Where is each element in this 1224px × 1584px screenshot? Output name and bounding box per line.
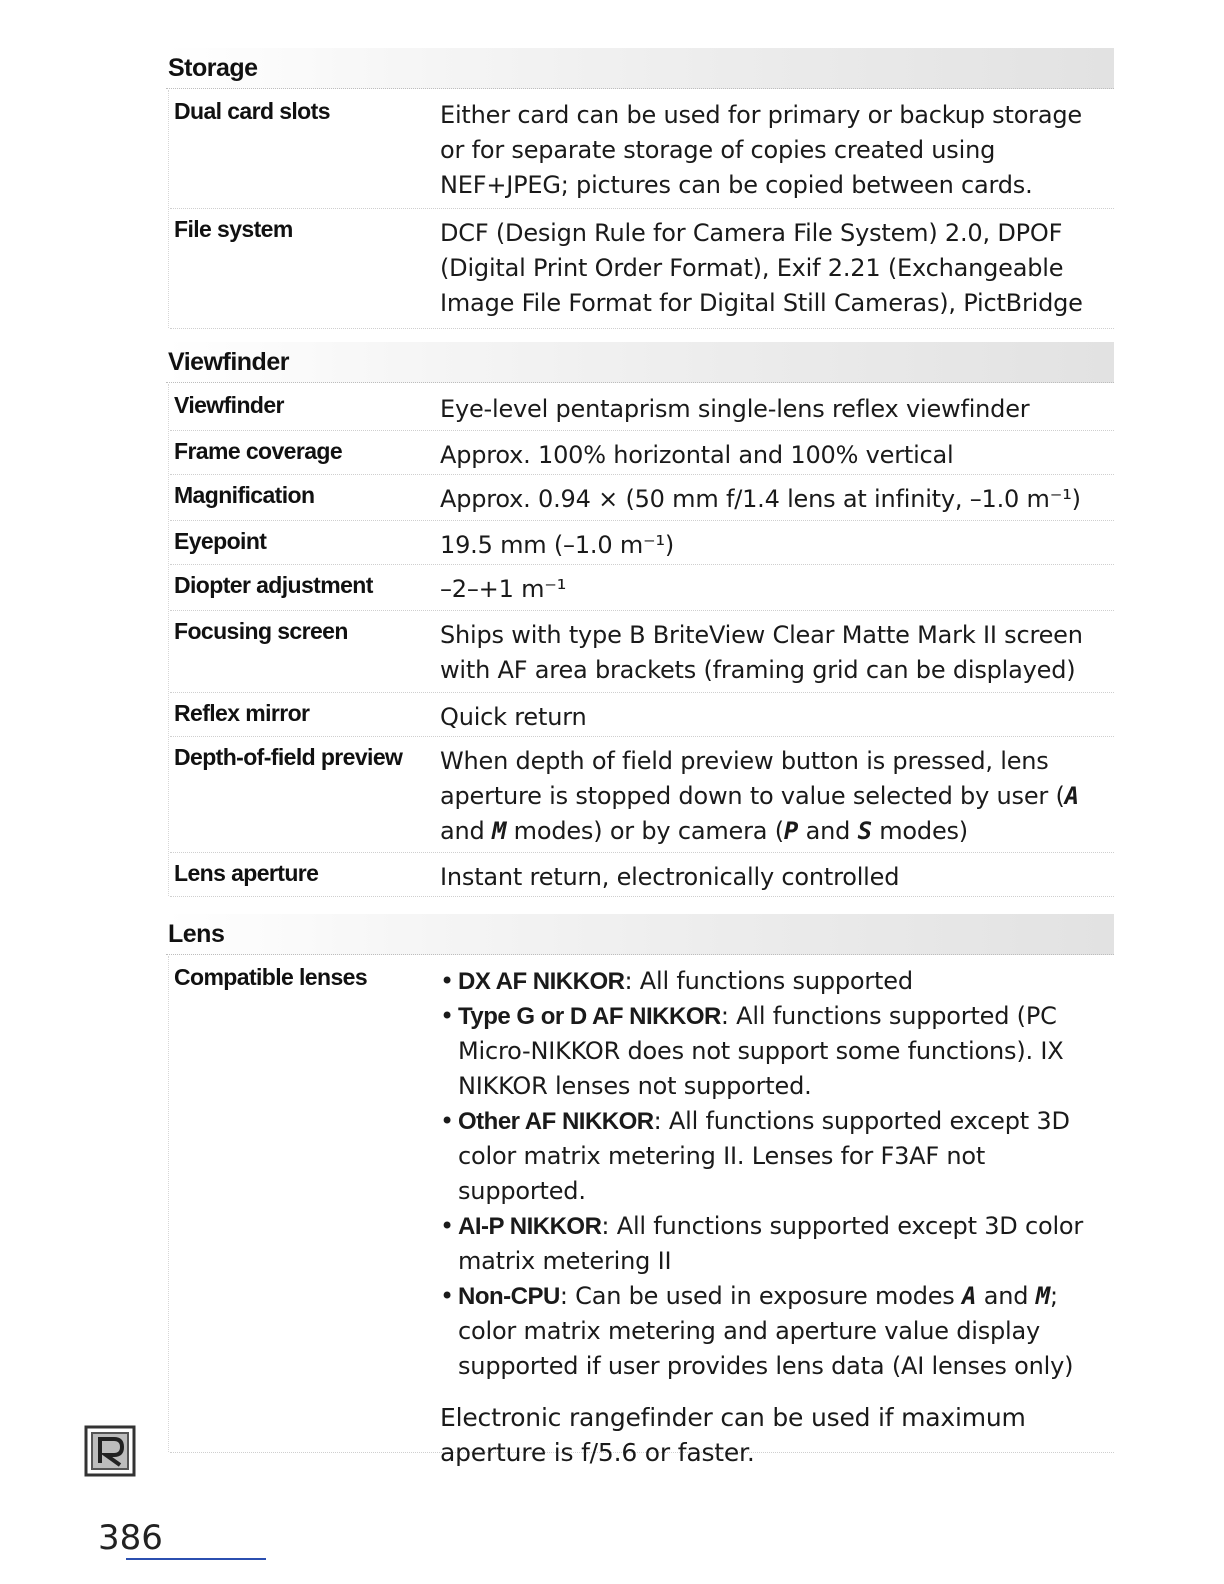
value-text: and bbox=[798, 817, 858, 845]
spec-value: Approx. 0.94 × (50 mm f/1.4 lens at infinity, –1.0 m⁻¹) bbox=[440, 485, 1081, 513]
reference-tab-icon bbox=[84, 1425, 136, 1477]
lens-type-name: DX AF NIKKOR bbox=[458, 968, 625, 995]
spec-row-frame-coverage bbox=[170, 430, 1114, 475]
rangefinder-note: Electronic rangefinder can be used if maximum aperture is f/5.6 or faster. bbox=[440, 1403, 1026, 1467]
lens-type-name: Other AF NIKKOR bbox=[458, 1108, 654, 1135]
spec-label: Frame coverage bbox=[174, 438, 343, 464]
section-title: Lens bbox=[168, 920, 225, 948]
spec-row-focusing-screen bbox=[170, 610, 1114, 693]
spec-value: Approx. 100% horizontal and 100% vertical bbox=[440, 441, 954, 469]
value-text: and bbox=[440, 817, 492, 845]
page-number-rule bbox=[126, 1558, 266, 1560]
spec-label: Viewfinder bbox=[174, 392, 284, 418]
spec-row-lens-aperture bbox=[170, 852, 1114, 897]
mode-m-glyph: M bbox=[1035, 1282, 1050, 1310]
lens-type-name: AI-P NIKKOR bbox=[458, 1213, 602, 1240]
list-item bbox=[440, 964, 1108, 999]
spec-label: Focusing screen bbox=[174, 618, 348, 644]
spec-value: DCF (Design Rule for Camera File System) 2.0, DPOF (Digital Print Order Format), Exif 2.21 (Exchangeable Image File Format for Digital Still Cameras), PictBridge bbox=[440, 219, 1083, 317]
list-item bbox=[440, 1104, 1108, 1209]
spec-label: File system bbox=[174, 216, 293, 242]
page-number: 386 bbox=[98, 1518, 163, 1558]
spec-value: –2–+1 m⁻¹ bbox=[440, 575, 567, 603]
section-header-storage bbox=[166, 48, 1114, 89]
spec-value: Ships with type B BriteView Clear Matte Mark II screen with AF area brackets (framing grid can be displayed) bbox=[440, 621, 1083, 684]
spec-row-magnification bbox=[170, 474, 1114, 521]
section-border bbox=[168, 384, 169, 896]
lens-type-desc: : All functions supported (PC Micro-NIKKOR does not support some functions). IX NIKKOR lenses not supported. bbox=[458, 1002, 1064, 1100]
list-item bbox=[440, 1279, 1108, 1384]
spec-value: Either card can be used for primary or backup storage or for separate storage of copies created using NEF+JPEG; pictures can be copied between cards. bbox=[440, 101, 1082, 199]
lens-type-desc: : All functions supported except 3D color matrix metering II. Lenses for F3AF not supported. bbox=[458, 1107, 1070, 1205]
spec-row-eyepoint bbox=[170, 520, 1114, 565]
spec-value bbox=[440, 744, 1108, 849]
spec-label: Dual card slots bbox=[174, 98, 330, 124]
mode-m-glyph: M bbox=[491, 817, 507, 845]
spec-value bbox=[440, 964, 1108, 1470]
spec-row-compatible-lenses bbox=[170, 956, 1114, 1467]
spec-row-reflex-mirror bbox=[170, 692, 1114, 737]
mode-s-glyph: S bbox=[857, 817, 872, 845]
compatible-lens-list bbox=[440, 964, 1108, 1384]
section-border bbox=[168, 90, 169, 328]
section-border bbox=[168, 956, 169, 1452]
mode-a-glyph: A bbox=[1064, 782, 1079, 810]
list-item bbox=[440, 999, 1108, 1104]
lens-type-desc: : All functions supported except 3D color matrix metering II bbox=[458, 1212, 1084, 1275]
mode-a-glyph: A bbox=[962, 1282, 977, 1310]
spec-label: Eyepoint bbox=[174, 528, 267, 554]
spec-label: Diopter adjustment bbox=[174, 572, 373, 598]
section-title: Viewfinder bbox=[168, 348, 289, 376]
lens-type-desc: ; color matrix metering and aperture value display supported if user provides lens data (AI lenses only) bbox=[458, 1282, 1074, 1380]
spec-label: Depth-of-field preview bbox=[174, 744, 403, 770]
lens-type-desc: and bbox=[976, 1282, 1036, 1310]
spec-label: Magnification bbox=[174, 482, 315, 508]
section-header-lens bbox=[166, 914, 1114, 955]
spec-row-diopter-adjustment bbox=[170, 564, 1114, 611]
spec-row-dual-card-slots bbox=[170, 90, 1114, 209]
spec-row-viewfinder bbox=[170, 384, 1114, 431]
value-text: modes) bbox=[871, 817, 968, 845]
list-item bbox=[440, 1209, 1108, 1279]
spec-row-depth-of-field-preview bbox=[170, 736, 1114, 853]
lens-type-name: Non-CPU bbox=[458, 1283, 560, 1310]
value-text: When depth of field preview button is pressed, lens aperture is stopped down to value selected by user ( bbox=[440, 747, 1065, 810]
spec-row-file-system bbox=[170, 208, 1114, 329]
lens-type-name: Type G or D AF NIKKOR bbox=[458, 1003, 721, 1030]
lens-type-desc: : Can be used in exposure modes bbox=[559, 1282, 963, 1310]
lens-type-desc: : All functions supported bbox=[624, 967, 913, 995]
spec-label: Lens aperture bbox=[174, 860, 319, 886]
spec-label: Reflex mirror bbox=[174, 700, 310, 726]
value-text: modes) or by camera ( bbox=[506, 817, 784, 845]
spec-value: Instant return, electronically controlled bbox=[440, 863, 900, 891]
spec-value: 19.5 mm (–1.0 m⁻¹) bbox=[440, 531, 675, 559]
spec-value: Eye-level pentaprism single-lens reflex viewfinder bbox=[440, 395, 1030, 423]
section-header-viewfinder bbox=[166, 342, 1114, 383]
mode-p-glyph: P bbox=[783, 817, 799, 845]
spec-value: Quick return bbox=[440, 703, 587, 731]
section-title: Storage bbox=[168, 54, 258, 82]
spec-label: Compatible lenses bbox=[174, 964, 368, 990]
